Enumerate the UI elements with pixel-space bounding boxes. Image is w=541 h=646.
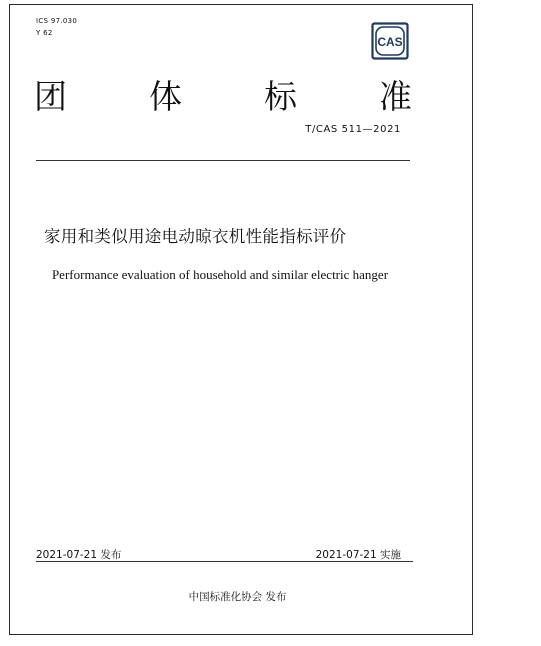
implementation-date-label: 实施 bbox=[380, 549, 401, 561]
category-char: 体 bbox=[149, 77, 182, 116]
implementation-date-value: 2021-07-21 bbox=[315, 549, 377, 561]
standard-cover-page bbox=[9, 4, 473, 635]
issue-date-value: 2021-07-21 bbox=[36, 549, 98, 561]
ccs-code: Y 62 bbox=[36, 29, 53, 37]
chinese-title: 家用和类似用途电动晾衣机性能指标评价 bbox=[44, 227, 347, 246]
category-char: 标 bbox=[264, 77, 297, 116]
cas-logo bbox=[371, 22, 409, 60]
standard-number: T/CAS 511—2021 bbox=[305, 124, 401, 135]
category-char: 准 bbox=[379, 77, 412, 116]
english-title: Performance evaluation of household and similar electric hanger bbox=[51, 267, 389, 282]
category-char: 团 bbox=[34, 77, 67, 116]
issue-date-label: 发布 bbox=[100, 549, 122, 561]
document-category-title bbox=[34, 75, 412, 119]
ics-code: ICS 97.030 bbox=[36, 17, 78, 25]
implementation-date bbox=[316, 547, 401, 562]
issue-date bbox=[36, 547, 121, 562]
top-divider bbox=[36, 160, 410, 161]
bottom-divider bbox=[36, 561, 413, 562]
publisher: 中国标准化协会 发布 bbox=[188, 591, 287, 603]
cas-logo-text: CAS bbox=[377, 35, 403, 49]
classification-codes bbox=[36, 15, 77, 39]
